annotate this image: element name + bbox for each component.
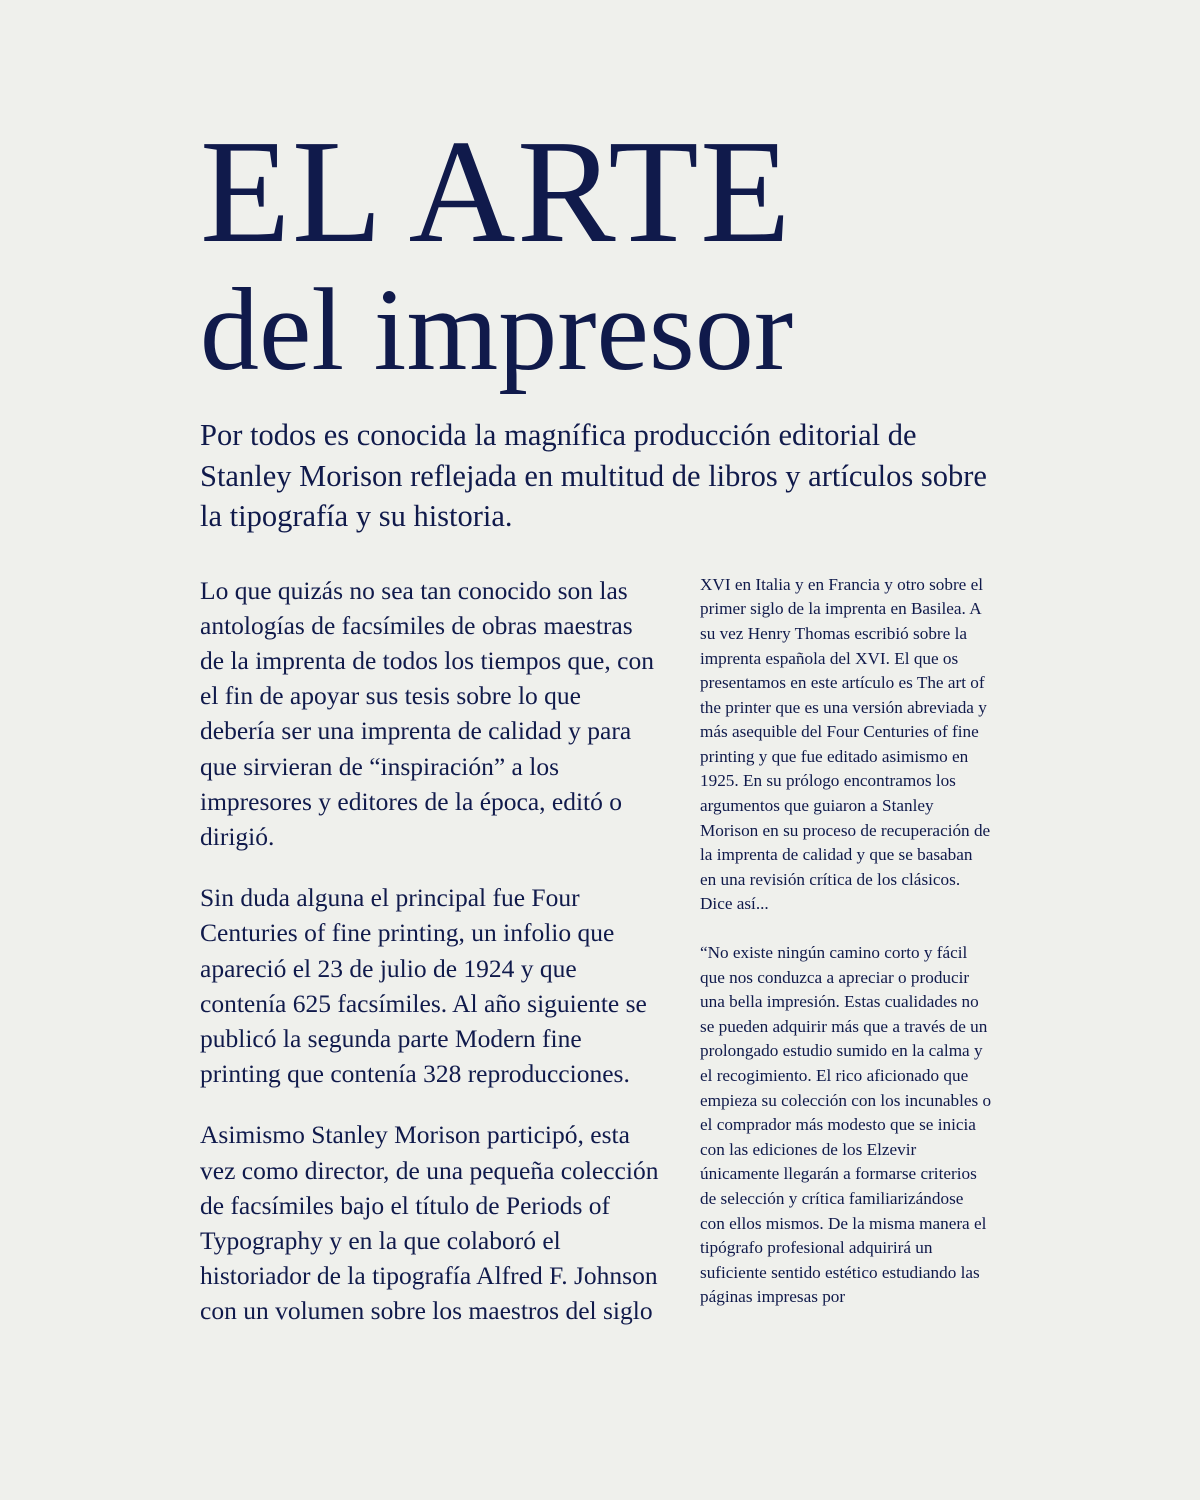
left-paragraph-2: Sin duda alguna el principal fue Four Centuries of fine printing, un infolio que apareció el 23 de julio de 1924 y que contenía 625 facsímiles. Al año siguiente se publicó la segunda parte Modern fine printing que contenía 328 reproducciones. — [200, 883, 647, 1089]
page-title-main: EL ARTE — [200, 110, 793, 274]
right-paragraph-1: XVI en Italia y en Francia y otro sobre el primer siglo de la imprenta en Basilea. A su vez Henry Thomas escribió sobre la imprenta española del XVI. El que os presentamos en este artículo es The art of the printer que es una versión abreviada y más asequible del Four Centuries of fine printing y que fue editado asimismo en 1925. En su prólogo encontramos los argumentos que guiaron a Stanley Morison en su proceso de recuperación de la imprenta de calidad y que se basaban en una revisión crítica de los clásicos. Dice así... — [700, 574, 991, 914]
body-columns — [200, 573, 1000, 1355]
left-paragraph-1: Lo que quizás no sea tan conocido son las antologías de facsímiles de obras maestras de la imprenta de todos los tiempos que, con el fin de apoyar sus tesis sobre lo que debería ser una imprenta de calidad y para que sirvieran de “inspiración” a los impresores y editores de la época, editó o dirigió. — [200, 575, 654, 852]
left-paragraph-3: Asimismo Stanley Morison participó, esta vez como director, de una pequeña colección de facsímiles bajo el título de Periods of Typography y en la que colaboró el historiador de la tipografía Alfred F. Johnson con un volumen sobre los maestros del siglo — [200, 1120, 659, 1326]
right-paragraph-2: “No existe ningún camino corto y fácil que nos conduzca a apreciar o producir una bella impresión. Estas cualidades no se pueden adquirir más que a través de un prolongado estudio sumido en la calma y el recogimiento. El rico aficionado que empieza su colección con los incunables o el comprador más modesto que se inicia con las ediciones de los Elzevir únicamente llegarán a formarse criterios de selección y crítica familiarizándose con ellos mismos. De la misma manera el tipógrafo profesional adquirirá un suficiente sentido estético estudiando las páginas impresas por — [700, 943, 992, 1307]
page-title-sub: del impresor — [200, 264, 794, 396]
right-column — [700, 573, 992, 1310]
deck-paragraph: Por todos es conocida la magnífica producción editorial de Stanley Morison reflejada en multitud de libros y artículos sobre la tipografía y su historia. — [200, 418, 987, 534]
title-block — [200, 0, 1000, 396]
left-column — [200, 573, 660, 1355]
